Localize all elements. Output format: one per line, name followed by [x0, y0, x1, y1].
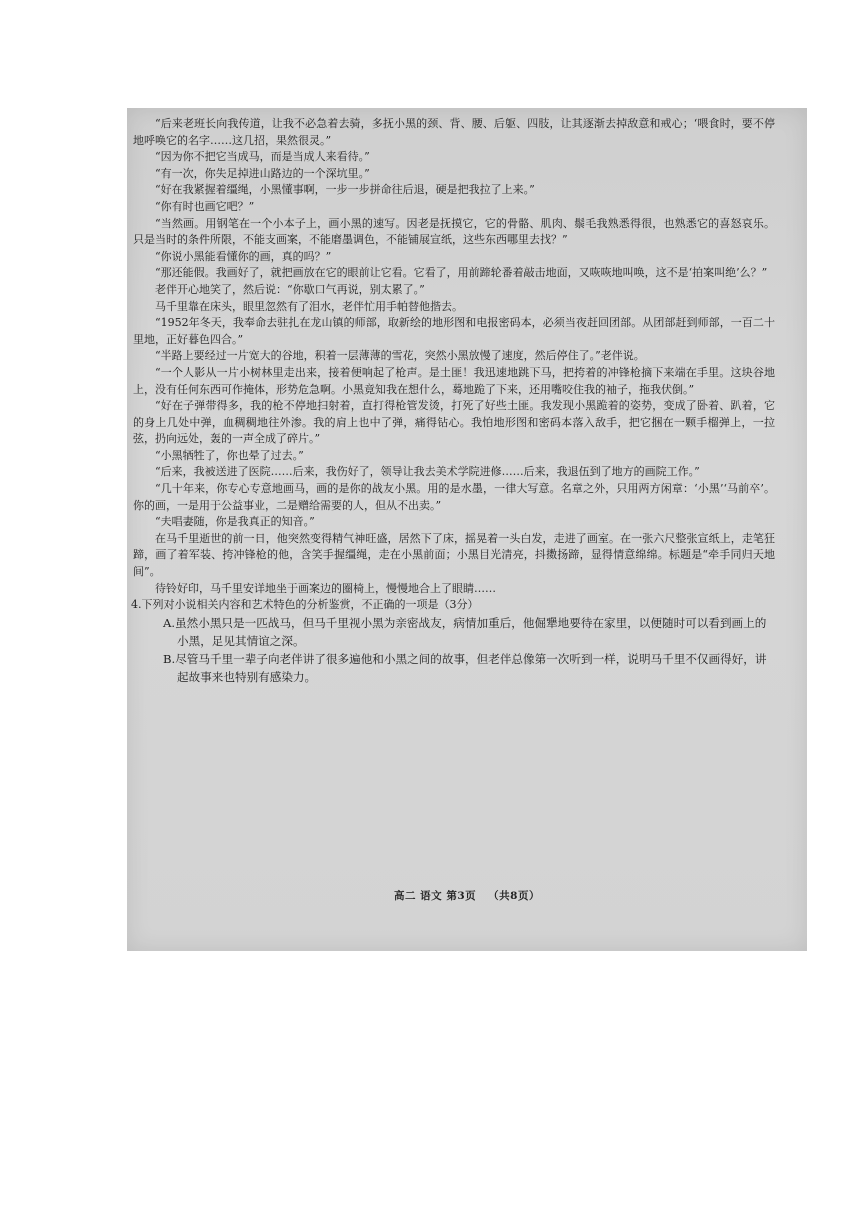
paragraph: “有一次，你失足掉进山路边的一个深坑里。” — [155, 166, 370, 180]
paragraph: 老伴开心地笑了，然后说：“你歇口气再说，别太累了。” — [155, 282, 425, 296]
paragraph: “夫唱妻随，你是我真正的知音。” — [155, 515, 315, 529]
paragraph: “那还能假。我画好了，就把画放在它的眼前让它看。它看了，用前蹄轮番着敲击地面，又咴咴地叫唤，这不是‘拍案叫绝’么？” — [155, 266, 768, 280]
paragraph: “好在子弹带得多，我的枪不停地扫射着，直打得枪管发烫，打死了好些土匪。我发现小黑跪着的姿势，变成了卧着、趴着，它的身上几处中弹，血稠稠地往外渗。我的肩上也中了弹，痛得钻心。我怕地形图和密码本落入敌手，把它捆在一颗手榴弹上，一拉弦，扔向远处，轰的一声全成了碎片。” — [133, 399, 775, 446]
paragraph: “几十年来，你专心专意地画马，画的是你的战友小黑。用的是水墨，一律大写意。名章之外，只用两方闲章：‘小黑’‘马前卒’。你的画，一是用于公益事业，二是赠给需要的人，但从不出卖。” — [133, 482, 775, 512]
paragraph: “后来，我被送进了医院……后来，我伤好了，领导让我去美术学院进修……后来，我退伍到了地方的画院工作。” — [155, 465, 700, 479]
page-content — [133, 116, 775, 686]
paragraph: “当然画。用钢笔在一个小本子上，画小黑的速写。因老是抚摸它，它的骨骼、肌肉、鬃毛我熟悉得很，也熟悉它的喜怒哀乐。只是当时的条件所限，不能支画案，不能磨墨调色，不能铺展宣纸，这些东西哪里去找？” — [133, 216, 775, 247]
paragraph: “因为你不把它当成马，而是当成人来看待。” — [155, 150, 370, 164]
answer-option-b: B.尽管马千里一辈子向老伴讲了很多遍他和小黑之间的故事，但老伴总像第一次听到一样，说明马千里不仅画得好，讲起故事来也特别有感染力。 — [163, 651, 767, 684]
paragraph: 待铃好印，马千里安详地坐于画案边的圈椅上，慢慢地合上了眼睛…… — [155, 581, 496, 595]
paragraph: “一个人影从一片小树林里走出来，接着便响起了枪声。是土匪！我迅速地跳下马，把挎着的冲锋枪摘下来端在手里。这块谷地上，没有任何东西可作掩体，形势危急啊。小黑竟知我在想什么，蓦地跪了下来，还用嘴咬住我的袖子，拖我伏倒。” — [133, 365, 775, 396]
footer-page-label: 高二 语文 第3页 — [394, 890, 477, 902]
paragraph: “半路上要经过一片宽大的谷地，积着一层薄薄的雪花，突然小黑放慢了速度，然后停住了。”老伴说。 — [155, 349, 645, 363]
question-stem: 4.下列对小说相关内容和艺术特色的分析鉴赏，不正确的一项是（3分） — [131, 598, 479, 612]
paragraph: “后来老班长向我传道，让我不必急着去骑，多抚小黑的颈、背、腰、后躯、四肢，让其逐渐去掉敌意和戒心；‘喂食时，要不停地呼唤它的名字……这几招，果然很灵。” — [133, 117, 775, 147]
footer-total-pages: （共8页） — [488, 890, 540, 902]
paragraph: “你说小黑能看懂你的画，真的吗？” — [155, 249, 332, 263]
paragraph: 马千里靠在床头，眼里忽然有了泪水，老伴忙用手帕替他揩去。 — [155, 299, 463, 313]
scanned-exam-page — [127, 108, 807, 951]
paragraph: 在马千里逝世的前一日，他突然变得精气神旺盛，居然下了床，摇晃着一头白发，走进了画室。在一张六尺整张宣纸上，走笔狂蹄，画了着军装、挎冲锋枪的他，含笑手握缰绳，走在小黑前面；小黑目光清亮，抖擞扬蹄，显得情意绵绵。标题是“牵手同归天地间”。 — [133, 531, 775, 579]
paragraph: “小黑牺牲了，你也晕了过去。” — [155, 448, 304, 462]
paragraph: “1952年冬天，我奉命去驻扎在龙山镇的师部，取新绘的地形图和电报密码本，必须当夜赶回团部。从团部赶到师部，一百二十里地，正好暮色四合。” — [133, 316, 775, 346]
paragraph: “好在我紧握着缰绳，小黑懂事啊，一步一步拼命往后退，硬是把我拉了上来。” — [155, 183, 535, 197]
answer-option-a: A.虽然小黑只是一匹战马，但马千里视小黑为亲密战友，病情加重后，他倔犟地要待在家里，以便随时可以看到画上的小黑，足见其情谊之深。 — [163, 615, 767, 648]
paragraph: “你有时也画它吧？” — [155, 199, 255, 213]
page-footer — [127, 888, 807, 903]
